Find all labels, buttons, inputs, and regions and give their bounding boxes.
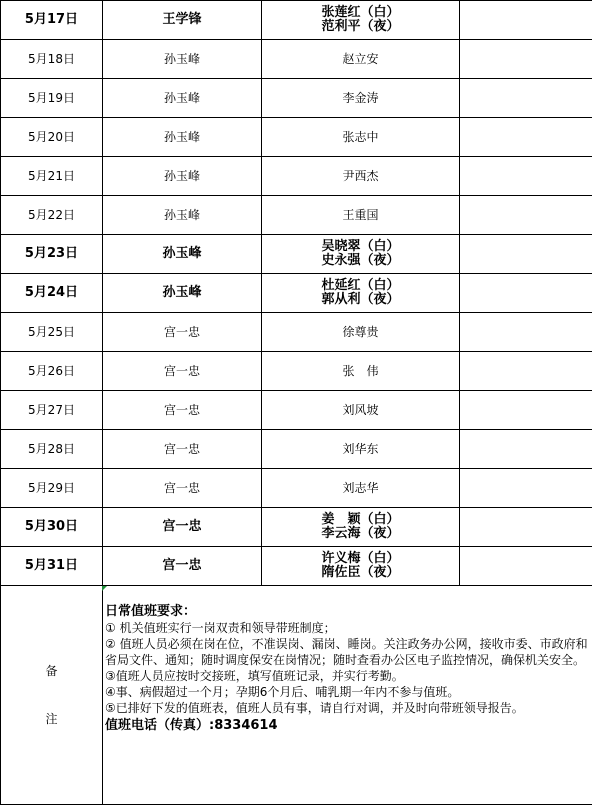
empty-cell <box>460 430 592 469</box>
empty-cell <box>460 196 592 235</box>
leader-cell: 孙玉峰 <box>103 157 262 196</box>
date-cell: 5月27日 <box>1 391 103 430</box>
staff-cell <box>262 430 460 469</box>
notes-label-gap <box>1 680 102 710</box>
empty-cell <box>460 313 592 352</box>
staff-cell <box>262 157 460 196</box>
staff-name: 范利平（夜） <box>262 20 459 34</box>
table-row <box>1 79 592 118</box>
notes-label-bottom: 注 <box>1 710 102 728</box>
notes-label-top: 备 <box>1 662 102 680</box>
leader-cell: 孙玉峰 <box>103 40 262 79</box>
staff-name: 李云海（夜） <box>262 527 459 541</box>
staff-name: 张莲红（白） <box>262 6 459 20</box>
empty-cell <box>460 118 592 157</box>
staff-cell <box>262 79 460 118</box>
staff-cell <box>262 196 460 235</box>
roster-body <box>1 1 592 586</box>
notes-title: 日常值班要求： <box>105 604 590 620</box>
empty-cell <box>460 1 592 40</box>
date-cell: 5月19日 <box>1 79 103 118</box>
staff-cell <box>262 352 460 391</box>
staff-name: 张志中 <box>262 130 459 144</box>
empty-cell <box>460 352 592 391</box>
staff-name: 姜 颖（白） <box>262 513 459 527</box>
empty-cell <box>460 274 592 313</box>
table-row <box>1 274 592 313</box>
table-row <box>1 469 592 508</box>
table-row <box>1 352 592 391</box>
date-cell: 5月20日 <box>1 118 103 157</box>
table-row <box>1 40 592 79</box>
table-row <box>1 508 592 547</box>
table-row <box>1 1 592 40</box>
date-cell: 5月22日 <box>1 196 103 235</box>
staff-name: 王重国 <box>262 208 459 222</box>
leader-cell: 孙玉峰 <box>103 79 262 118</box>
staff-name: 史永强（夜） <box>262 254 459 268</box>
duty-phone: 值班电话（传真）:8334614 <box>105 718 590 734</box>
leader-cell: 孙玉峰 <box>103 196 262 235</box>
staff-cell <box>262 469 460 508</box>
date-cell: 5月23日 <box>1 235 103 274</box>
table-row <box>1 235 592 274</box>
leader-cell: 孙玉峰 <box>103 274 262 313</box>
staff-name: 李金涛 <box>262 91 459 105</box>
date-cell: 5月17日 <box>1 1 103 40</box>
date-cell: 5月31日 <box>1 547 103 586</box>
notes-label-cell <box>1 586 103 805</box>
date-cell: 5月25日 <box>1 313 103 352</box>
date-cell: 5月28日 <box>1 430 103 469</box>
staff-name: 刘志华 <box>262 481 459 495</box>
cell-comment-marker <box>102 586 107 591</box>
staff-name: 吴晓翠（白） <box>262 240 459 254</box>
staff-cell <box>262 274 460 313</box>
staff-cell <box>262 118 460 157</box>
empty-cell <box>460 157 592 196</box>
table-row <box>1 118 592 157</box>
staff-name: 赵立安 <box>262 52 459 66</box>
table-row <box>1 196 592 235</box>
staff-cell <box>262 235 460 274</box>
table-row <box>1 391 592 430</box>
table-row <box>1 547 592 586</box>
empty-cell <box>460 547 592 586</box>
staff-name: 尹西杰 <box>262 169 459 183</box>
date-cell: 5月26日 <box>1 352 103 391</box>
date-cell: 5月30日 <box>1 508 103 547</box>
date-cell: 5月29日 <box>1 469 103 508</box>
leader-cell: 王学锋 <box>103 1 262 40</box>
staff-cell <box>262 1 460 40</box>
staff-name: 郭从利（夜） <box>262 293 459 307</box>
leader-cell: 孙玉峰 <box>103 118 262 157</box>
staff-name: 张 伟 <box>262 364 459 378</box>
staff-name: 许义梅（白） <box>262 552 459 566</box>
staff-cell <box>262 508 460 547</box>
empty-cell <box>460 79 592 118</box>
staff-cell <box>262 313 460 352</box>
notes-item-5: ⑤已排好下发的值班表，值班人员有事，请自行对调，并及时向带班领导报告。 <box>105 700 590 716</box>
staff-cell <box>262 391 460 430</box>
staff-name: 徐尊贵 <box>262 325 459 339</box>
empty-cell <box>460 508 592 547</box>
date-cell: 5月18日 <box>1 40 103 79</box>
staff-name: 刘风坡 <box>262 403 459 417</box>
staff-cell <box>262 40 460 79</box>
leader-cell: 宫一忠 <box>103 430 262 469</box>
empty-cell <box>460 469 592 508</box>
staff-name: 刘华东 <box>262 442 459 456</box>
leader-cell: 宫一忠 <box>103 352 262 391</box>
empty-cell <box>460 40 592 79</box>
notes-item-4: ④事、病假超过一个月；孕期6个月后、哺乳期一年内不参与值班。 <box>105 684 590 700</box>
notes-item-1: ① 机关值班实行一岗双责和领导带班制度； <box>105 620 590 636</box>
date-cell: 5月24日 <box>1 274 103 313</box>
empty-cell <box>460 391 592 430</box>
empty-cell <box>460 235 592 274</box>
leader-cell: 宫一忠 <box>103 547 262 586</box>
leader-cell: 孙玉峰 <box>103 235 262 274</box>
date-cell: 5月21日 <box>1 157 103 196</box>
leader-cell: 宫一忠 <box>103 313 262 352</box>
notes-row <box>1 586 592 805</box>
table-row <box>1 313 592 352</box>
table-row <box>1 430 592 469</box>
notes-item-2: ② 值班人员必须在岗在位，不准误岗、漏岗、睡岗。关注政务办公网，接收市委、市政府和省局文件、通知；随时调度保安在岗情况；随时查看办公区电子监控情况，确保机关安全。 <box>105 636 590 668</box>
leader-cell: 宫一忠 <box>103 391 262 430</box>
table-row <box>1 157 592 196</box>
staff-name: 杜延红（白） <box>262 279 459 293</box>
leader-cell: 宫一忠 <box>103 508 262 547</box>
staff-cell <box>262 547 460 586</box>
leader-cell: 宫一忠 <box>103 469 262 508</box>
staff-name: 隋佐臣（夜） <box>262 566 459 580</box>
notes-content-cell <box>103 586 592 805</box>
notes-item-3: ③值班人员应按时交接班，填写值班记录，并实行考勤。 <box>105 668 590 684</box>
